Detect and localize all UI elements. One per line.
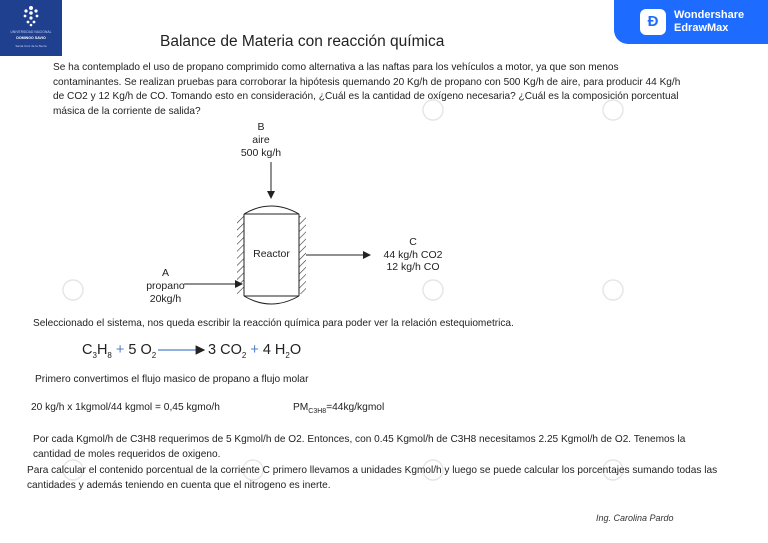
stream-a-flow: 20kg/h [149,293,182,305]
university-name-line1: UNIVERSIDAD NACIONAL [10,30,52,34]
eq-plus-1: + [115,342,125,358]
molar-mass-text [293,402,384,415]
stream-c-id: C [409,236,417,248]
stream-c-co: 12 kg/h CO [386,261,440,273]
edrawmax-brand-line2: EdrawMax [674,22,729,34]
chemical-equation-left [82,342,156,360]
eq-o2-sub: 2 [151,350,157,360]
eq-h2o: 4 H [262,342,286,358]
stream-b-id: B [257,121,265,133]
problem-statement: Se ha contemplado el uso de propano comprimido como alternativa a las naftas para los vehículos a motor, ya que son menos contaminantes. Se realizan pruebas para corroborar la hipótesis quemando 20 Kg/h de propano con 500 Kg/h de aire, para producir 44 Kg/h de CO2 y 12 Kg/h de CO. Tomando esto en consideración, ¿Cuál es la cantidad de oxígeno necesaria? ¿Cuál es la composición porcentual másica de la corriente de salida? [53,62,681,117]
eq-h2o-sub: 2 [285,350,290,360]
conversion-text: 20 kg/h x 1kgmol/44 kgmol = 0,45 kgmo/h [31,402,220,413]
stream-b-name: aire [252,134,270,146]
reactor-label: Reactor [253,248,290,260]
eq-co2-sub: 2 [241,350,247,360]
step3-text: Para calcular el contenido porcentual de la corriente C primero llevamos a unidades Kgmol/h y luego se puede calcular los porcentajes sumando todas las cantidades y además teniendo en cuenta que el nitrogeno es inerte. [27,465,718,491]
eq-h: H [96,342,108,358]
eq-co2: 3 CO [208,342,242,358]
pm-sub: C3H8 [308,408,327,416]
edrawmax-brand-line1: Wondershare [674,9,745,21]
chemical-equation-right [208,342,301,360]
step1-text: Primero convertimos el flujo masico de propano a flujo molar [35,374,309,385]
eq-h2o-o: O [289,342,302,358]
eq-plus-2: + [250,342,259,358]
eq-c: C [82,342,93,358]
stream-a-id: A [161,267,169,279]
eq-c-sub: 3 [92,350,97,360]
university-name-line2: DOMINGO SAVIO [16,36,46,40]
stream-c-co2: 44 kg/h CO2 [383,249,443,261]
system-text: Seleccionado el sistema, nos queda escribir la reacción química para poder ver la relación estequiometrica. [33,318,514,329]
step2-text: Por cada Kgmol/h de C3H8 requerimos de 5 Kgmol/h de O2. Entonces, con 0.45 Kgmol/h de C3H8 necesitamos 2.25 Kgmol/h de O2. Tenemos la cantidad de moles requeridos de oxigeno. [33,434,686,460]
eq-h-sub: 8 [107,350,112,360]
pm-label: PM [293,402,309,413]
university-name-line3: Santa Cruz de la Sierra [15,44,47,48]
stream-b-flow: 500 kg/h [240,147,282,159]
page-title: Balance de Materia con reacción química [160,33,445,50]
eq-o2: 5 O [128,342,152,358]
edrawmax-icon: Ð [640,9,666,35]
pm-value: =44kg/kgmol [326,402,385,413]
stream-a-name: propano [146,280,185,292]
author-signature: Ing. Carolina Pardo [596,513,674,523]
